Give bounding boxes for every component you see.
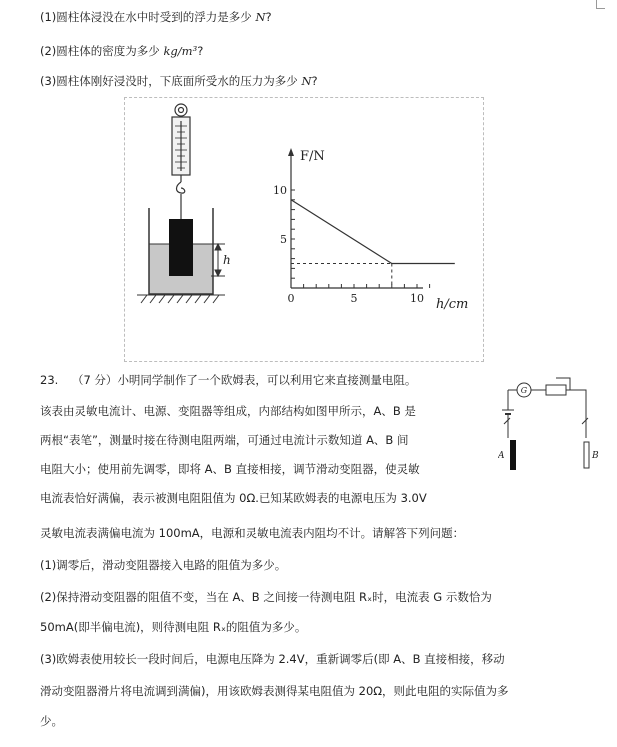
force-depth-graph	[273, 148, 468, 312]
q23-sub-2: (2)保持滑动变阻器的阻值不变，当在 A、B 之间接一待测电阻 Rₓ时，电流表 G 示数恰为	[40, 590, 492, 604]
q23-line-3: 电阻大小；使用前先调零，即将 A、B 直接相接，调节滑动变阻器，使灵敏	[40, 462, 420, 476]
graph-y-tick-label: 5	[280, 233, 287, 246]
q23-sub-3-end: 少。	[40, 714, 63, 728]
question-1-text: (1)圆柱体浸没在水中时受到的浮力是多少	[40, 10, 256, 24]
q23-line-0	[40, 372, 416, 388]
question-2-text: (2)圆柱体的密度为多少	[40, 44, 164, 58]
q23-line-5: 灵敏电流表满偏电流为 100mA，电源和灵敏电流表内阻均不计。请解答下列问题：	[40, 526, 465, 540]
circuit-breaks	[504, 418, 588, 424]
question-1-suffix: ?	[265, 10, 272, 24]
question-3-text: (3)圆柱体刚好浸没时，下底面所受水的压力为多少	[40, 74, 302, 88]
question-3-unit: N	[301, 74, 312, 88]
question-2-suffix: ?	[197, 44, 204, 58]
question-1	[40, 9, 272, 25]
graph-y-axis-label: F/N	[300, 149, 325, 164]
q23-text-0: 小明同学制作了一个欧姆表，可以利用它来直接测量电阻。	[117, 373, 417, 387]
spring-scale	[172, 104, 190, 219]
graph-y-tick-label: 10	[273, 184, 287, 197]
figure-svg	[125, 98, 485, 363]
scale-hook-ring-inner	[179, 108, 184, 113]
q23-sub-1: (1)调零后，滑动变阻器接入电路的阻值为多少。	[40, 558, 287, 572]
circuit-wire-top-right	[566, 390, 586, 408]
depth-label: h	[223, 253, 231, 267]
page-corner-mark	[596, 0, 605, 9]
graph-force-line	[291, 200, 455, 264]
question-2-unit: kg/m³	[163, 44, 198, 58]
q23-sub-2-cont: 50mA(即半偏电流)，则待测电阻 Rₓ的阻值为多少。	[40, 620, 307, 634]
graph-x-tick-label: 5	[350, 292, 358, 305]
q23-sub-3: (3)欧姆表使用较长一段时间后，电源电压降为 2.4V，重新调零后(即 A、B 直接相接，移动	[40, 652, 505, 666]
q23-sub-3-cont: 滑动变阻器滑片将电流调到满偏)，用该欧姆表测得某电阻值为 20Ω，则此电阻的实际值为多	[40, 684, 509, 698]
q23-line-2: 两根“表笔”，测量时接在待测电阻两端，可通过电流计示数知道 A、B 间	[40, 433, 409, 447]
graph-x-axis-label: h/cm	[436, 297, 469, 312]
q23-line-1: 该表由灵敏电流计、电源、变阻器等组成，内部结构如图甲所示，A、B 是	[40, 404, 416, 418]
q23-score: （7 分）	[71, 373, 118, 387]
graph-x-tick-label: 0	[287, 292, 295, 305]
scale-hook	[177, 182, 185, 193]
question-2	[40, 43, 203, 59]
rheostat-symbol	[546, 385, 566, 395]
ohmmeter-circuit	[498, 372, 608, 492]
cylinder	[169, 219, 193, 276]
graph-y-arrow	[288, 148, 294, 156]
scale-hook-ring	[175, 104, 187, 116]
q23-line-4: 电流表恰好满偏，表示被测电阻阻值为 0Ω.已知某欧姆表的电源电压为 3.0V	[40, 491, 427, 505]
probe-b	[584, 442, 589, 468]
question-1-unit: N	[255, 10, 266, 24]
q23-number: 23.	[40, 373, 59, 387]
graph-x-tick-label: 10	[410, 292, 424, 305]
probe-b-label: B	[592, 451, 599, 461]
question-3-suffix: ?	[311, 74, 318, 88]
ground	[137, 295, 225, 303]
probe-a	[510, 440, 516, 470]
probe-a-label: A	[498, 451, 505, 461]
rheostat-slider	[556, 378, 570, 390]
galvanometer-label: G	[520, 386, 528, 395]
figure-box	[124, 97, 484, 362]
question-3	[40, 73, 318, 89]
